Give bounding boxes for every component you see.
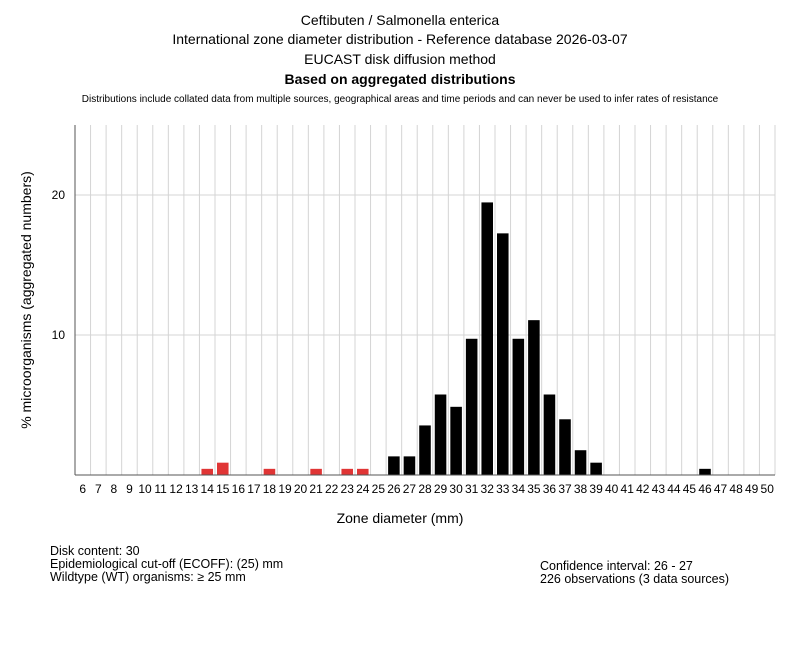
bar-18	[264, 469, 276, 475]
chart-subtitle: International zone diameter distribution - Reference database 2026-03-07	[172, 31, 628, 47]
x-tick-label: 33	[496, 482, 510, 496]
x-tick-label: 47	[713, 482, 728, 496]
bar-36	[544, 395, 556, 476]
x-tick-label: 20	[293, 482, 308, 496]
bar-38	[575, 450, 587, 475]
bar-24	[357, 469, 369, 475]
x-tick-label: 26	[387, 482, 401, 496]
x-tick-label: 16	[231, 482, 246, 496]
x-tick-label: 17	[247, 482, 261, 496]
bar-14	[201, 469, 213, 475]
x-tick-label: 14	[200, 482, 214, 496]
disk-info	[50, 545, 283, 584]
y-tick-labels	[52, 188, 66, 342]
x-tick-label: 40	[604, 482, 619, 496]
x-tick-label: 19	[278, 482, 292, 496]
bar-26	[388, 456, 400, 475]
x-tick-label: 10	[138, 482, 152, 496]
aggregation-label: Based on aggregated distributions	[284, 71, 516, 87]
x-tick-label: 9	[126, 482, 133, 496]
bar-39	[590, 463, 602, 475]
bar-35	[528, 320, 540, 475]
disclaimer-note: Distributions include collated data from multiple sources, geographical areas and time periods and can never be used to infer rates of resistance	[81, 94, 719, 105]
x-tick-label: 49	[744, 482, 759, 496]
disk-content-text: Disk content: 30	[50, 544, 140, 558]
y-axis-label: % microorganisms (aggregated numbers)	[18, 171, 34, 429]
chart-bars	[201, 202, 710, 475]
x-tick-label: 45	[682, 482, 697, 496]
x-tick-label: 39	[589, 482, 603, 496]
x-tick-label: 24	[356, 482, 370, 496]
x-tick-label: 50	[760, 482, 774, 496]
bar-15	[217, 463, 229, 475]
x-tick-label: 43	[651, 482, 666, 496]
bar-21	[310, 469, 322, 475]
x-tick-label: 18	[262, 482, 277, 496]
bar-31	[466, 339, 478, 475]
x-tick-label: 28	[418, 482, 432, 496]
x-tick-label: 25	[371, 482, 386, 496]
x-tick-label: 42	[636, 482, 650, 496]
x-tick-label: 15	[216, 482, 230, 496]
bar-29	[435, 395, 447, 476]
method-label: EUCAST disk diffusion method	[304, 51, 496, 67]
bar-34	[513, 339, 525, 475]
x-tick-label: 7	[94, 482, 102, 496]
x-axis-label: Zone diameter (mm)	[336, 510, 464, 526]
x-tick-label: 46	[698, 482, 712, 496]
ecoff-text: Epidemiological cut-off (ECOFF): (25) mm	[50, 557, 284, 571]
x-tick-label: 37	[558, 482, 572, 496]
wildtype-text: Wildtype (WT) organisms: ≥ 25 mm	[50, 570, 246, 584]
bar-30	[450, 407, 462, 475]
y-tick-label: 20	[51, 188, 65, 202]
statistics-info	[540, 560, 729, 586]
x-tick-label: 32	[480, 482, 494, 496]
x-tick-label: 22	[324, 482, 339, 496]
x-tick-label: 11	[154, 482, 167, 496]
x-tick-label: 36	[542, 482, 557, 496]
x-tick-label: 12	[169, 482, 183, 496]
observations-text: 226 observations (3 data sources)	[540, 572, 729, 586]
x-tick-labels	[79, 482, 774, 496]
bar-23	[341, 469, 353, 475]
bar-28	[419, 425, 431, 475]
chart-title: Ceftibuten / Salmonella enterica	[300, 12, 500, 28]
x-tick-label: 8	[110, 482, 118, 496]
x-tick-label: 21	[309, 482, 323, 496]
bar-33	[497, 233, 509, 475]
x-tick-label: 29	[433, 482, 448, 496]
x-tick-label: 34	[511, 482, 526, 496]
bar-27	[404, 456, 416, 475]
bar-32	[481, 202, 493, 475]
x-tick-label: 23	[340, 482, 354, 496]
x-tick-label: 38	[573, 482, 588, 496]
bar-37	[559, 419, 571, 475]
x-tick-label: 35	[527, 482, 541, 496]
chart-grid	[75, 125, 775, 475]
x-tick-label: 31	[464, 482, 479, 496]
x-tick-label: 6	[79, 482, 87, 496]
x-tick-label: 48	[729, 482, 743, 496]
bar-46	[699, 469, 711, 475]
x-tick-label: 27	[402, 482, 417, 496]
y-tick-label: 10	[51, 328, 65, 342]
x-tick-label: 30	[449, 482, 463, 496]
x-tick-label: 41	[620, 482, 634, 496]
confidence-interval-text: Confidence interval: 26 - 27	[540, 559, 693, 573]
x-tick-label: 13	[184, 482, 199, 496]
x-tick-label: 44	[667, 482, 681, 496]
